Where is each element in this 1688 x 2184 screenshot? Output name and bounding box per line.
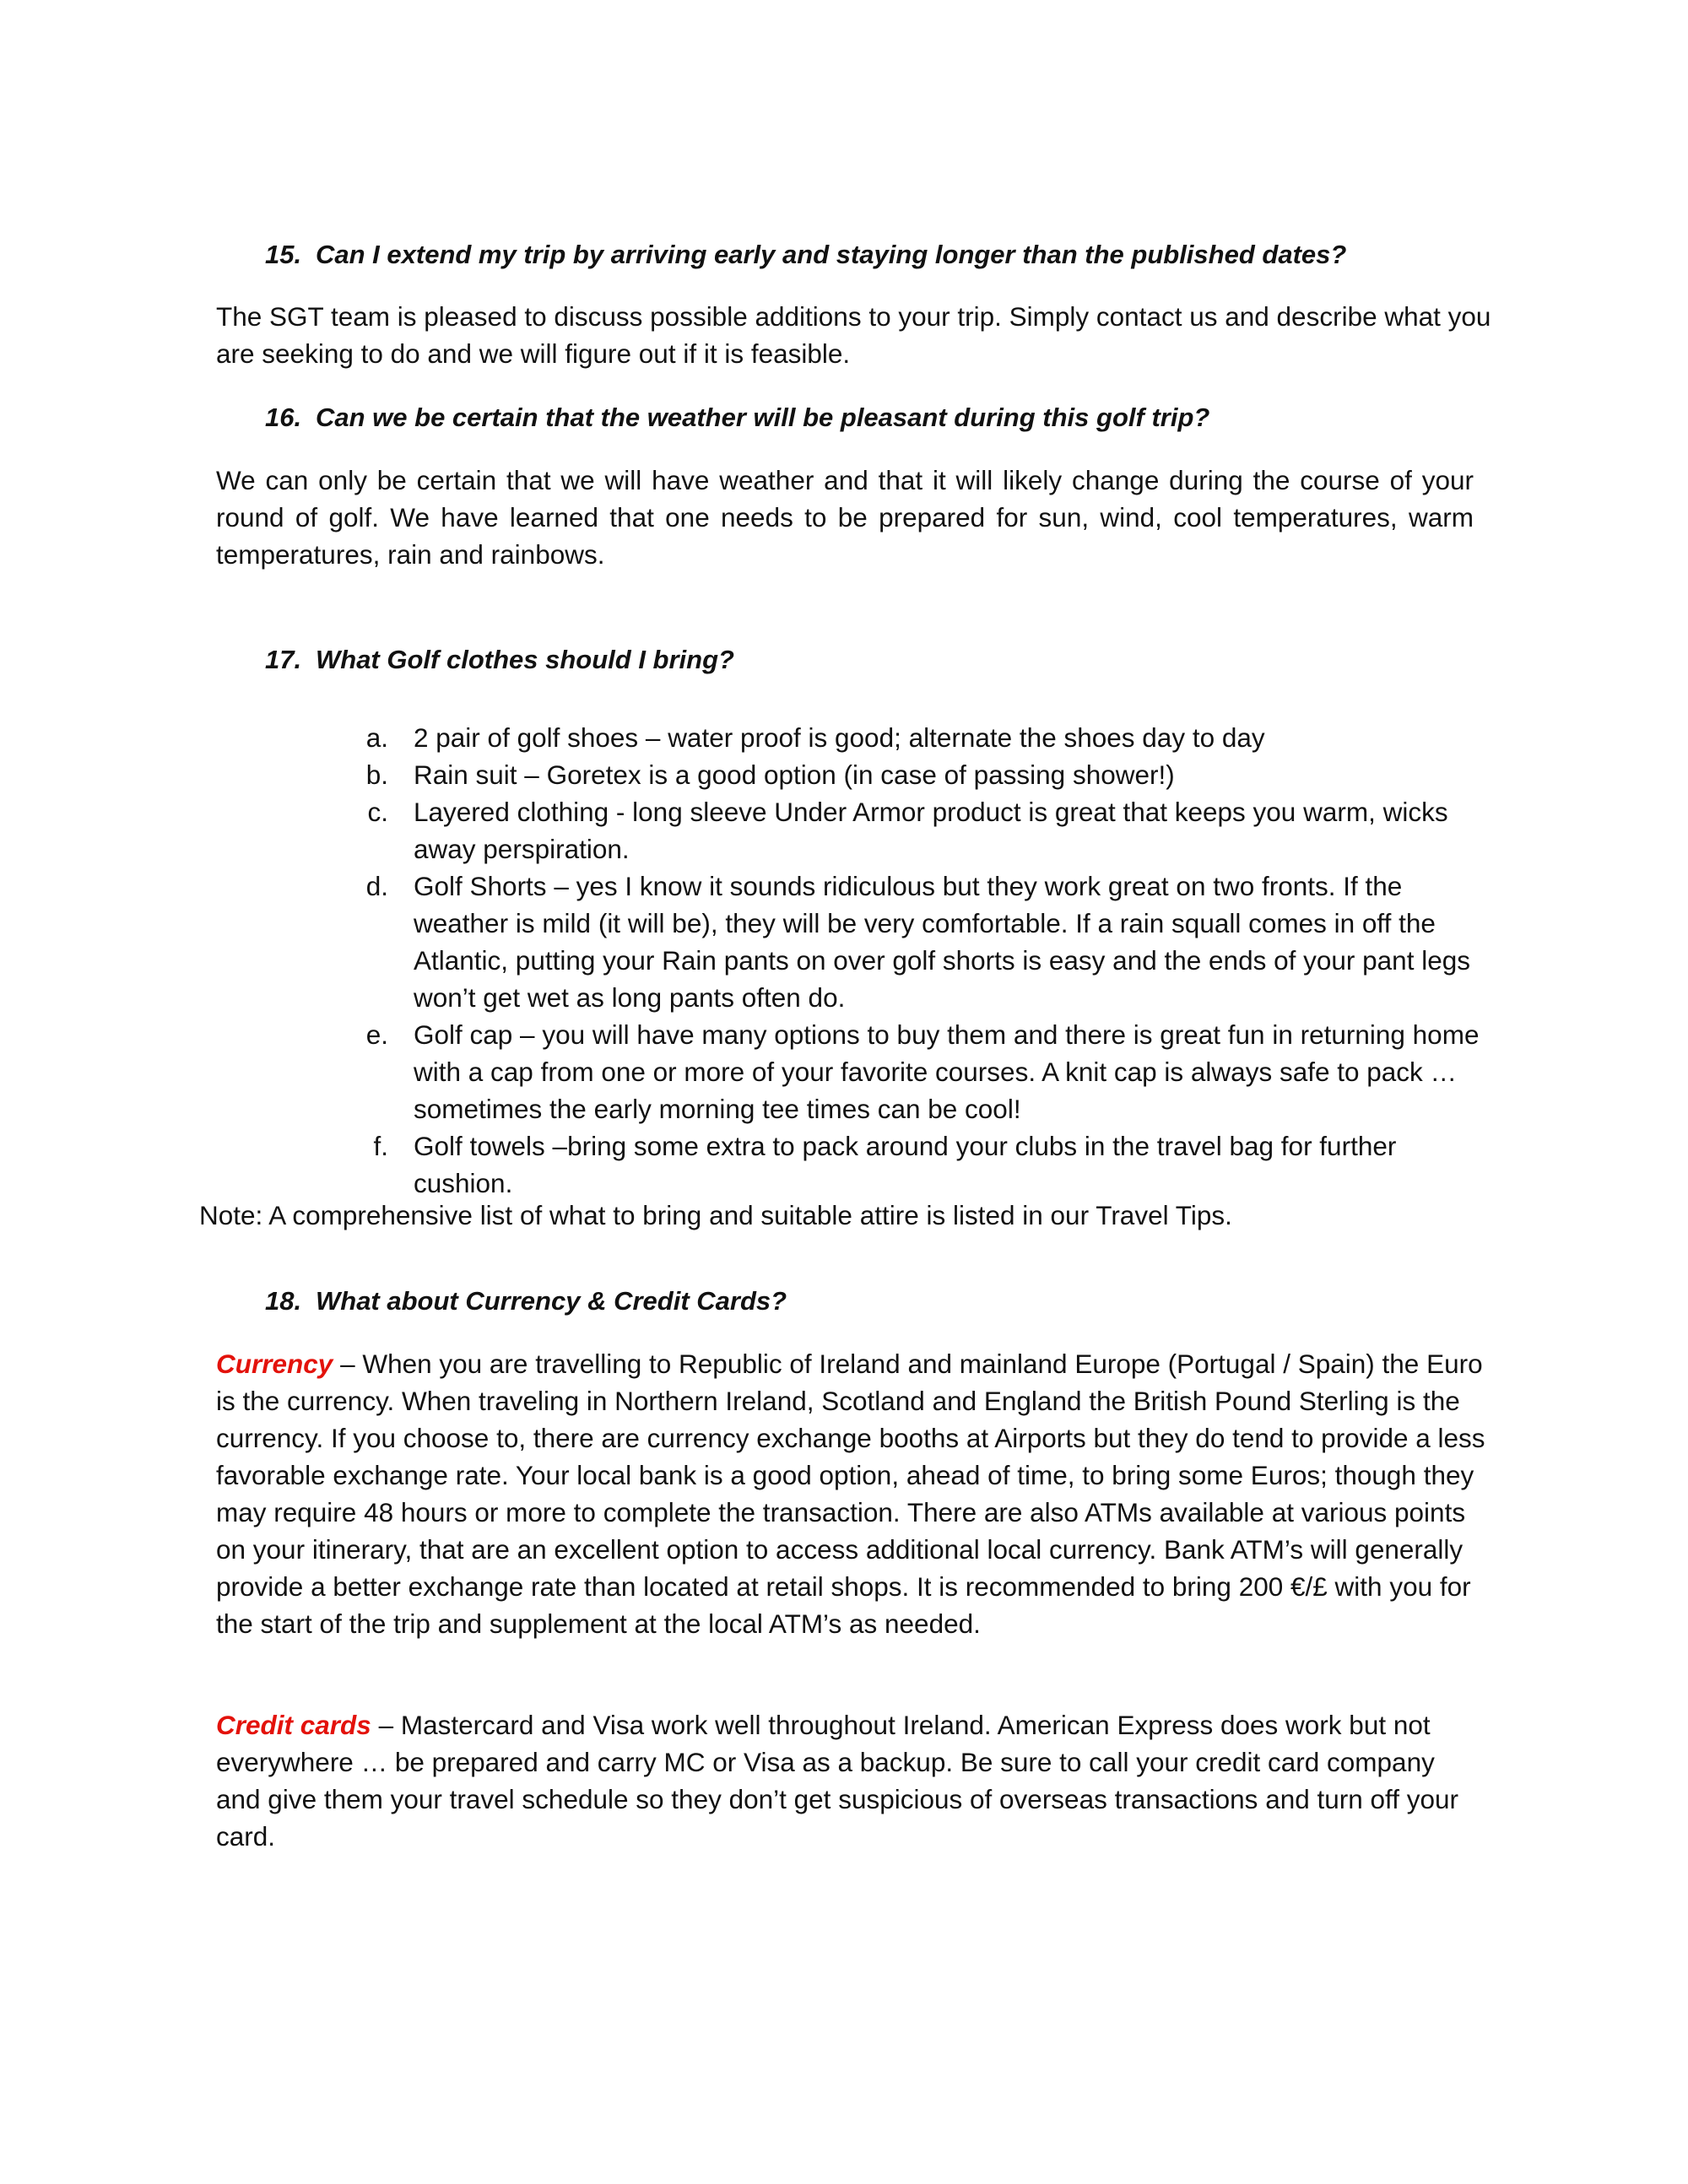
question-title: What about Currency & Credit Cards? xyxy=(316,1286,787,1316)
list-marker: f. xyxy=(373,1131,388,1161)
list-item-text: Golf towels –bring some extra to pack around your clubs in the travel bag for further cushion. xyxy=(414,1131,1397,1198)
list-item xyxy=(354,868,1494,1016)
list-item xyxy=(354,719,1494,756)
question-number: 18. xyxy=(265,1286,302,1316)
list-item-text: Layered clothing - long sleeve Under Armor product is great that keeps you warm, wicks away perspiration. xyxy=(414,797,1448,864)
answer-15: The SGT team is pleased to discuss possible additions to your trip. Simply contact us and describe what you are seeking to do and we will figure out if it is feasible. xyxy=(216,301,1491,369)
list-marker: c. xyxy=(367,797,388,827)
currency-text: – When you are travelling to Republic of Ireland and mainland Europe (Portugal / Spain) the Euro is the currency. When traveling in Northern Ireland, Scotland and England the British Pound Sterling is the currency. If you choose to, there are currency exchange booths at Airports but they do tend to provide a less favorable exchange rate. Your local bank is a good option, ahead of time, to bring some Euros; though they may require 48 hours or more to complete the transaction. There are also ATMs available at various points on your itinerary, that are an excellent option to access additional local currency. Bank ATM’s will generally provide a better exchange rate than located at retail shops. It is recommended to bring 200 €/£ with you for the start of the trip and supplement at the local ATM’s as needed. xyxy=(216,1349,1485,1639)
golf-clothes-list xyxy=(354,719,1494,1202)
question-number: 15. xyxy=(265,240,302,269)
credit-cards-text: – Mastercard and Visa work well throughout Ireland. American Express does work but not everywhere … be prepared and carry MC or Visa as a backup. Be sure to call your credit card company and give them your travel schedule so they don’t get suspicious of overseas transactions and turn off your card. xyxy=(216,1710,1459,1852)
list-marker: e. xyxy=(365,1019,388,1050)
list-item xyxy=(354,756,1494,793)
list-marker: a. xyxy=(365,722,388,753)
question-title: Can I extend my trip by arriving early and staying longer than the published dates? xyxy=(316,240,1347,269)
list-item-text: Golf cap – you will have many options to buy them and there is great fun in returning home with a cap from one or more of your favorite courses. A knit cap is always safe to pack … sometimes the early morning tee times can be cool! xyxy=(414,1019,1480,1124)
question-17-heading xyxy=(265,643,734,677)
travel-tips-note: Note: A comprehensive list of what to bring and suitable attire is listed in our Travel Tips. xyxy=(199,1200,1232,1230)
question-15-heading xyxy=(265,238,1346,272)
list-item xyxy=(354,793,1494,868)
list-item-text: 2 pair of golf shoes – water proof is good; alternate the shoes day to day xyxy=(414,722,1265,753)
answer-16: We can only be certain that we will have weather and that it will likely change during the course of your round of golf. We have learned that one needs to be prepared for sun, wind, cool temperatures, warm temperatures, rain and rainbows. xyxy=(216,465,1474,570)
question-number: 16. xyxy=(265,403,302,432)
list-marker: d. xyxy=(365,871,388,901)
list-item-text: Rain suit – Goretex is a good option (in case of passing shower!) xyxy=(414,760,1175,790)
list-item xyxy=(354,1016,1494,1127)
list-item xyxy=(354,1127,1494,1202)
currency-paragraph xyxy=(216,1345,1491,1642)
question-title: Can we be certain that the weather will be pleasant during this golf trip? xyxy=(316,403,1210,432)
list-item-text: Golf Shorts – yes I know it sounds ridiculous but they work great on two fronts. If the weather is mild (it will be), they will be very comfortable. If a rain squall comes in off the Atlantic, putting your Rain pants on over golf shorts is easy and the ends of your pant legs won’t get wet as long pants often do. xyxy=(414,871,1470,1013)
credit-cards-paragraph xyxy=(216,1706,1474,1855)
question-number: 17. xyxy=(265,645,302,674)
credit-cards-label: Credit cards xyxy=(216,1710,371,1740)
question-18-heading xyxy=(265,1284,787,1318)
question-16-heading xyxy=(265,401,1209,435)
currency-label: Currency xyxy=(216,1349,333,1379)
list-marker: b. xyxy=(365,760,388,790)
question-title: What Golf clothes should I bring? xyxy=(316,645,734,674)
